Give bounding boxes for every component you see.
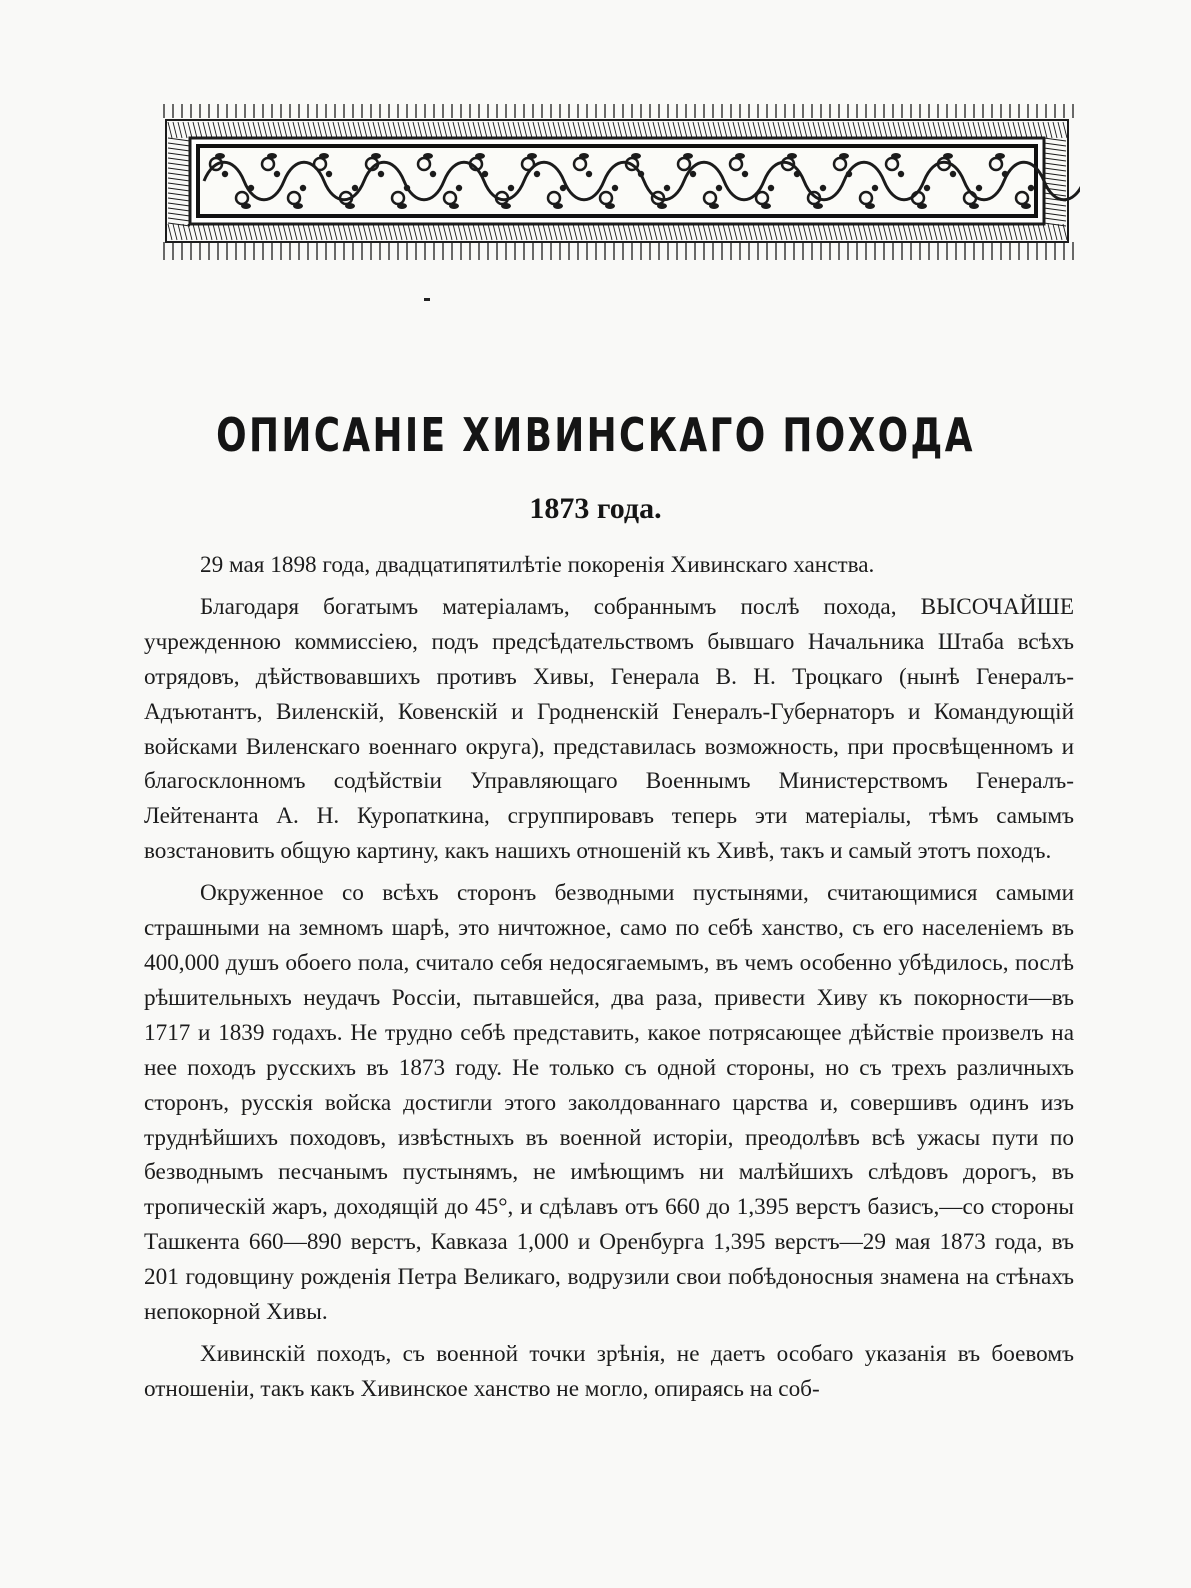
ink-mark [424,298,430,301]
paragraph-dateline: 29 мая 1898 года, двадцатипятилѣтіе покоренія Хивинскаго ханства. [200,552,875,578]
floral-ornament-graphic [160,104,1080,262]
paragraph-campaign: Хивинскій походъ, съ военной точки зрѣнія, не даетъ особаго указанія въ боевомъ отношеніи, такъ какъ Хивинское ханство не могло, опираясь на соб- [144,1340,1074,1402]
body-text [144,548,1074,1407]
page-subtitle-year: 1873 года. [529,492,662,525]
paragraph-khanate: Окруженное со всѣхъ сторонъ безводными пустынями, считающимися самыми страшными на земномъ шарѣ, это ничтожное, само по себѣ ханство, съ его населеніемъ въ 400,000 душъ обоего пола, считало себя недосягаемымъ, въ чемъ особенно убѣдилось, послѣ рѣшительныхъ неудачъ Россіи, пытавшейся, два раза, привести Хиву къ покорности—въ 1717 и 1839 годахъ. Не трудно себѣ представить, какое потрясающее дѣйствіе произвелъ на нее походъ русскихъ въ 1873 году. Не только съ одной стороны, но съ трехъ различныхъ сторонъ, русскія войска достигли этого заколдованнаго царства и, совершивъ одинъ изъ труднѣйшихъ походовъ, извѣстныхъ въ военной исторіи, преодолѣвъ всѣ ужасы пути по безводнымъ песчанымъ пустынямъ, не имѣющимъ ни малѣйшихъ слѣдовъ дорогъ, въ тропическій жаръ, доходящій до 45°, и сдѣлавъ отъ 660 до 1,395 верстъ базисъ,—со стороны Ташкента 660—890 верстъ, Кавказа 1,000 и Оренбурга 1,395 верстъ—29 мая 1873 года, въ 201 годовщину рожденія Петра Великаго, водрузили свои побѣдоносныя знамена на стѣнахъ непокорной Хивы. [144,880,1074,1326]
paragraph-intro: Благодаря богатымъ матеріаламъ, собраннымъ послѣ похода, ВЫСОЧАЙШЕ учрежденною коммиссіею, подъ предсѣдательствомъ бывшаго Начальника Штаба всѣхъ отрядовъ, дѣйствовавшихъ противъ Хивы, Генерала В. Н. Троцкаго (нынѣ Генералъ-Адъютантъ, Виленскій, Ковенскій и Гродненскій Генералъ-Губернаторъ и Командующій войсками Виленскаго военнаго округа), представилась возможность, при просвѣщенномъ и благосклонномъ содѣйствіи Управляющаго Военнымъ Министерствомъ Генералъ-Лейтенанта А. Н. Куропаткина, сгруппировавъ теперь эти матеріалы, тѣмъ самымъ возстановить общую картину, какъ нашихъ отношеній къ Хивѣ, такъ и самый этотъ походъ. [144,593,1074,865]
ornamental-headpiece [160,104,1080,262]
page-title: ОПИСАНІЕ ХИВИНСКАГО ПОХОДА [216,408,975,462]
